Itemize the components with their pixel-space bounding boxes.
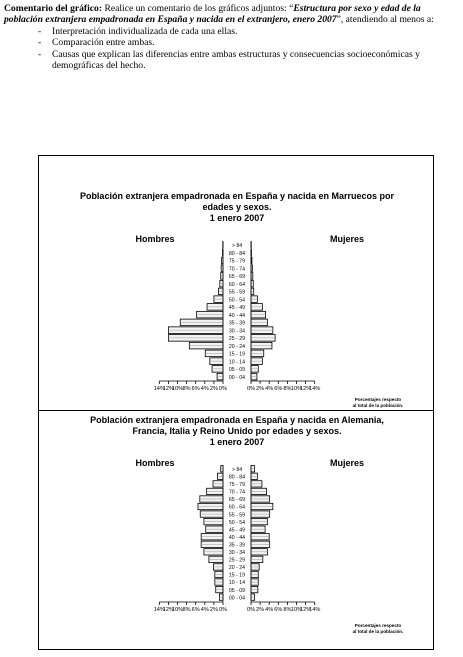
hombres-label: Hombres (135, 458, 175, 468)
chart-title-line-1: Población extranjera empadronada en España y nacida en Marruecos por (79, 191, 395, 201)
age-group-label: 50 - 54 (228, 297, 246, 304)
age-group-label: 65 - 69 (228, 274, 246, 281)
intro-lead: Realice un comentario de los gráficos adjuntos: “ (102, 3, 294, 14)
age-labels (229, 467, 245, 601)
x-tick-label: 12% (162, 386, 175, 392)
intro-list-item: - Interpretación individualizada de cada una ellas. (4, 26, 459, 37)
hombres-label: Hombres (135, 234, 175, 244)
x-tick-label: 14% (309, 386, 321, 392)
age-group-label: 05 - 09 (228, 367, 246, 374)
chart-title-line-2: Francia, Italia y Reino Unido por edades y sexos. (132, 426, 342, 436)
chart-subtitle: 1 enero 2007 (209, 213, 265, 223)
x-tick-label: 0% (218, 607, 228, 613)
age-group-label: > 84 (231, 243, 243, 250)
x-tick-label: 2% (256, 386, 265, 392)
chart-title-line-1: Población extranjera empadronada en España y nacida en Alemania, (90, 415, 384, 425)
age-group-label: 10 - 14 (228, 359, 246, 366)
age-group-label: 00 - 04 (228, 374, 246, 381)
intro-heading: Comentario del gráfico: (4, 3, 103, 14)
percent-note-line-2: al total de la población. (352, 629, 404, 634)
age-group-label: 30 - 34 (228, 328, 246, 335)
age-group-label: 60 - 64 (228, 281, 246, 288)
x-tick-label: 8% (283, 607, 292, 613)
age-group-label: 10 - 14 (228, 580, 246, 587)
age-group-label: 20 - 24 (228, 343, 246, 350)
age-group-label: 50 - 54 (228, 519, 246, 526)
x-tick-label: 2% (209, 607, 218, 613)
x-tick-label: 6% (191, 386, 200, 392)
age-group-label: 20 - 24 (228, 565, 246, 572)
x-tick-label: 4% (200, 386, 209, 392)
percent-note-line-1: Porcentajes respecto (354, 397, 402, 402)
x-tick-label: 10% (171, 607, 184, 613)
x-tick-label: 2% (256, 607, 265, 613)
x-tick-label: 12% (299, 607, 312, 613)
age-group-label: 75 - 79 (228, 258, 246, 265)
intro-list-item: - Causas que explican las diferencias entre ambas estructuras y consecuencias socioeconómicas y demográficas del hecho. (4, 49, 459, 72)
mujeres-label: Mujeres (329, 234, 365, 244)
age-group-label: 55 - 59 (228, 289, 246, 296)
age-group-label: 70 - 74 (228, 489, 246, 496)
age-group-label: 30 - 34 (228, 550, 246, 556)
x-tick-label: 14% (153, 607, 165, 613)
x-tick-label: 10% (171, 386, 184, 392)
age-group-label: 25 - 29 (228, 336, 246, 343)
x-tick-label: 4% (265, 386, 274, 392)
age-group-label: 55 - 59 (228, 512, 246, 519)
age-group-label: 40 - 44 (228, 534, 246, 541)
x-tick-label: 14% (153, 386, 165, 392)
age-group-label: 80 - 84 (228, 474, 246, 481)
x-tick-label: 10% (290, 386, 303, 392)
age-group-label: 00 - 04 (228, 595, 246, 602)
x-tick-label: 14% (309, 607, 321, 613)
age-group-label: 70 - 74 (228, 266, 246, 273)
x-tick-label: 6% (274, 386, 283, 392)
intro-quoted-title: Estructura por sexo y edad de la población extranjera empadronada en España y nacida en el extranjero, enero 2007 (4, 3, 421, 26)
age-group-label: 40 - 44 (228, 312, 246, 319)
age-group-label: 45 - 49 (228, 305, 246, 312)
x-tick-label: 0% (246, 386, 256, 392)
age-group-label: 45 - 49 (228, 527, 246, 534)
x-tick-label: 12% (162, 607, 175, 613)
percent-note-line-2: al total de la población. (352, 403, 404, 408)
x-tick-label: 4% (265, 607, 274, 613)
age-group-label: 35 - 39 (228, 320, 246, 327)
x-tick-label: 6% (274, 607, 283, 613)
x-tick-label: 12% (299, 386, 312, 392)
age-group-label: 80 - 84 (228, 250, 246, 257)
age-group-label: > 84 (231, 466, 243, 473)
x-tick-label: 10% (290, 607, 303, 613)
x-tick-label: 8% (182, 607, 191, 613)
x-tick-label: 0% (218, 386, 228, 392)
intro-list-item: - Comparación entre ambas. (4, 37, 459, 48)
age-group-label: 25 - 29 (228, 557, 246, 564)
x-tick-label: 0% (246, 607, 256, 613)
age-group-label: 15 - 19 (228, 351, 246, 358)
chart-title-line-2: edades y sexos. (202, 202, 272, 212)
mujeres-label: Mujeres (329, 458, 365, 468)
x-tick-label: 4% (200, 607, 209, 613)
x-tick-label: 2% (209, 386, 218, 392)
x-tick-label: 6% (191, 607, 200, 613)
intro-tail: ”, atendiendo al menos a: (336, 14, 434, 26)
x-tick-label: 8% (283, 386, 292, 392)
percent-note-line-1: Porcentajes respecto (354, 623, 402, 628)
age-group-label: 60 - 64 (228, 504, 246, 511)
age-group-label: 65 - 69 (228, 497, 246, 504)
age-group-label: 35 - 39 (228, 542, 246, 549)
age-group-label: 15 - 19 (228, 572, 246, 579)
chart-subtitle: 1 enero 2007 (209, 437, 265, 447)
x-tick-label: 8% (182, 386, 191, 392)
age-group-label: 05 - 09 (228, 587, 246, 594)
age-group-label: 75 - 79 (228, 482, 246, 489)
